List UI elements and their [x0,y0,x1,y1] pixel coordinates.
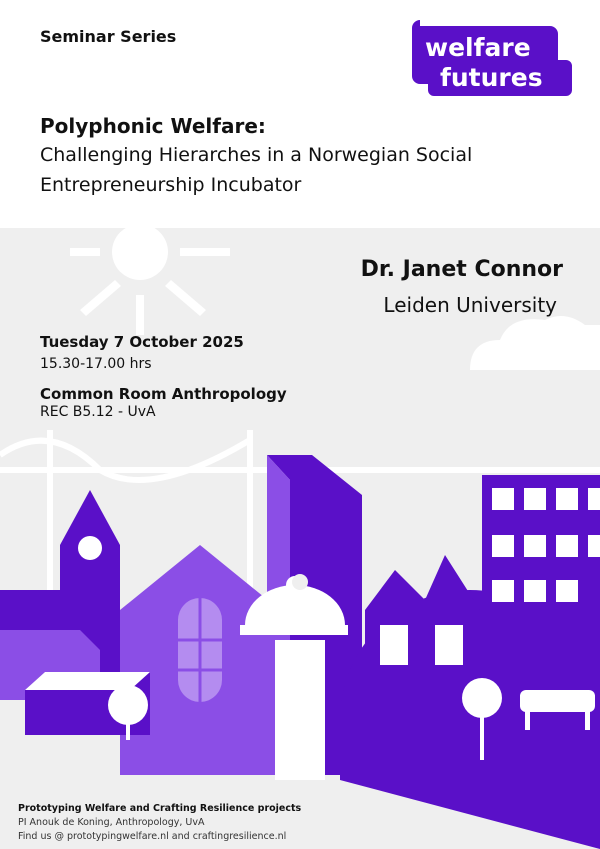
cloud-icon [470,316,600,370]
welfare-futures-logo [0,0,600,110]
event-date: Tuesday 7 October 2025 [40,333,244,351]
svg-text:welfare: welfare [425,33,531,62]
speaker-name: Dr. Janet Connor [360,257,563,282]
talk-subtitle-line1: Challenging Hierarches in a Norwegian Social [40,144,473,166]
sun-icon [70,224,230,335]
talk-subtitle-line2: Entrepreneurship Incubator [40,174,302,196]
talk-title: Polyphonic Welfare: [40,114,266,138]
footer-contact: Find us @ prototypingwelfare.nl and craftingresilience.nl [18,831,287,842]
svg-text:futures: futures [440,63,543,92]
footer-pi: PI Anouk de Koning, Anthropology, UvA [18,817,205,828]
footer-projects: Prototyping Welfare and Crafting Resilience projects [18,803,302,814]
buildings [0,455,600,849]
event-time: 15.30-17.00 hrs [40,356,152,372]
seminar-series-label: Seminar Series [40,27,177,46]
speaker-affiliation: Leiden University [383,293,557,317]
bench [520,690,595,712]
event-room: Common Room Anthropology [40,385,287,403]
event-location: REC B5.12 - UvA [40,404,156,420]
